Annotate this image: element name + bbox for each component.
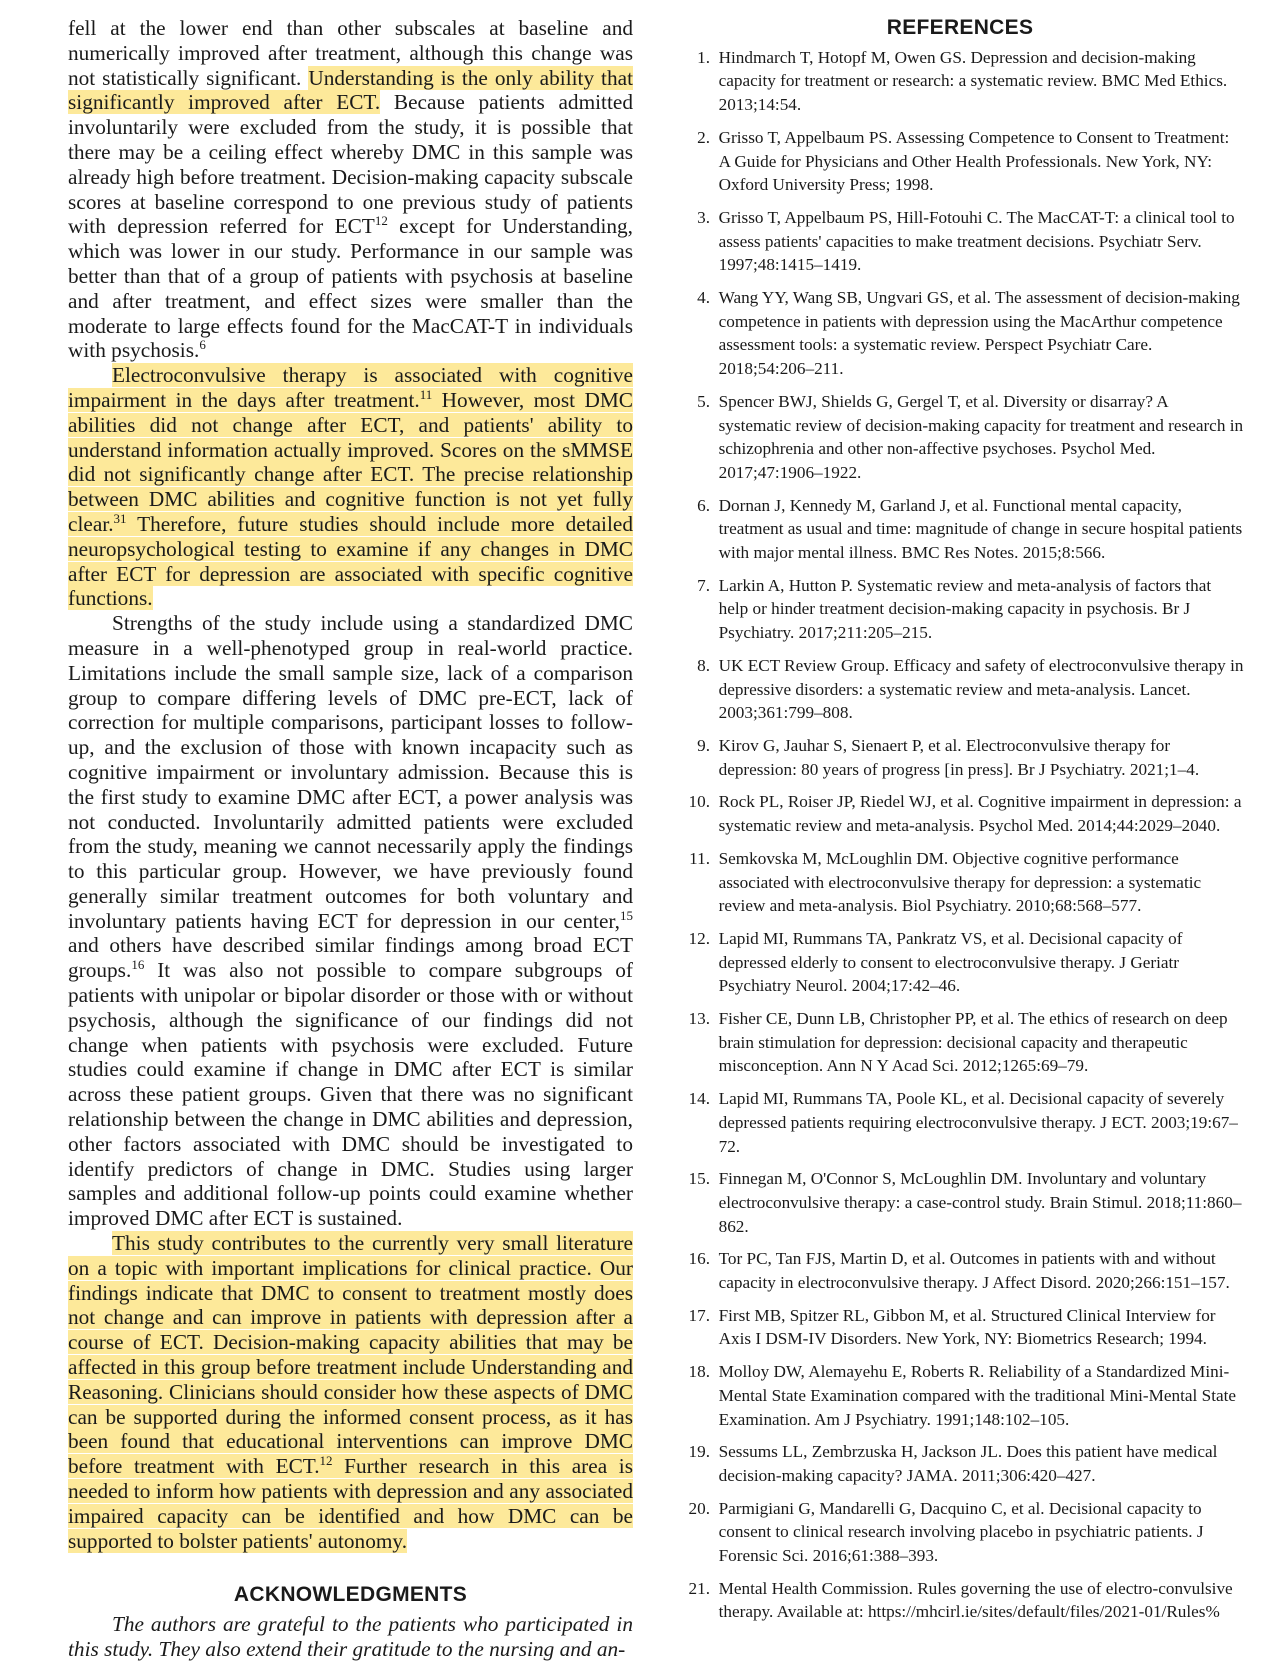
references-column xyxy=(676,16,1244,1633)
reference-text: Grisso T, Appelbaum PS. Assessing Competence to Consent to Treatment: A Guide for Physicians and Other Health Professionals. New York, NY: Oxford University Press; 1998. xyxy=(718,127,1230,195)
reference-item xyxy=(676,1247,1244,1294)
reference-item xyxy=(676,574,1244,645)
reference-item xyxy=(676,790,1244,837)
reference-number: 13. xyxy=(688,1009,710,1029)
highlight xyxy=(68,1231,633,1553)
reference-number: 8. xyxy=(697,655,710,675)
reference-item xyxy=(676,1087,1244,1158)
reference-text: Parmigiani G, Mandarelli G, Dacquino C, et al. Decisional capacity to consent to clinical research involving placebo in psychiatric patients. J Forensic Sci. 2016;61:388–393. xyxy=(718,1498,1204,1566)
reference-text: Tor PC, Tan FJS, Martin D, et al. Outcomes in patients with and without capacity in electroconvulsive therapy. J Affect Disord. 2020;266:151–157. xyxy=(718,1249,1230,1293)
reference-item xyxy=(676,654,1244,725)
reference-text: Fisher CE, Dunn LB, Christopher PP, et al. The ethics of research on deep brain stimulation for depression: decisional capacity and therapeutic misconception. Ann N Y Acad Sci. 2012;1265:69–79. xyxy=(718,1009,1228,1076)
reference-number: 6. xyxy=(697,495,710,515)
reference-item xyxy=(676,1440,1244,1487)
reference-item xyxy=(676,1304,1244,1351)
reference-number: 9. xyxy=(697,735,710,755)
paragraph-1 xyxy=(68,16,633,363)
reference-text: Finnegan M, O'Connor S, McLoughlin DM. Involuntary and voluntary electroconvulsive therapy: a case-control study. Brain Stimul. 2018;11:860–862. xyxy=(718,1169,1242,1236)
p1-text: except for Understanding, which was lower in our study. Performance in our sample was better than that of a group of patients with psychosis at baseline and after treatment, and effect sizes were smaller than the moderate to large effects found for the MacCAT-T in individuals with psychosis. xyxy=(68,214,633,363)
reference-item xyxy=(676,206,1244,277)
reference-item xyxy=(676,927,1244,998)
p2-text: Electroconvulsive therapy is associated with cognitive impairment in the days after treatment. xyxy=(68,363,633,412)
acknowledgments-heading: ACKNOWLEDGMENTS xyxy=(233,1583,468,1607)
body-text-column xyxy=(68,16,633,1662)
p4-text: Further research in this area is needed to inform how patients with depression and any associated impaired capacity can be identified and how DMC can be supported to bolster patients' autonomy. xyxy=(68,1454,633,1553)
reference-text: Lapid MI, Rummans TA, Poole KL, et al. Decisional capacity of severely depressed patients requiring electroconvulsive therapy. J ECT. 2003;19:67–72. xyxy=(718,1089,1238,1156)
reference-text: UK ECT Review Group. Efficacy and safety of electroconvulsive therapy in depressive disorders: a systematic review and meta-analysis. Lancet. 2003;361:799–808. xyxy=(718,655,1244,723)
reference-item xyxy=(676,286,1244,381)
reference-text: Kirov G, Jauhar S, Sienaert P, et al. Electroconvulsive therapy for depression: 80 years of progress [in press]. Br J Psychiatry. 2021;1–4. xyxy=(718,735,1200,779)
paragraph-4 xyxy=(68,1231,633,1553)
reference-item xyxy=(676,126,1244,197)
reference-list xyxy=(676,46,1244,1624)
reference-number: 19. xyxy=(688,1442,710,1462)
highlight xyxy=(68,363,633,610)
reference-text: Semkovska M, McLoughlin DM. Objective cognitive performance associated with electroconvulsive therapy for depression: a systematic review and meta-analysis. Biol Psychiatry. 2010;68:568–577. xyxy=(718,848,1202,916)
reference-number: 10. xyxy=(688,792,710,812)
reference-number: 4. xyxy=(697,288,710,308)
p2-text: Therefore, future studies should include more detailed neuropsychological testing to examine if any changes in DMC after ECT for depression are associated with specific cognitive functions. xyxy=(68,511,633,611)
p1-text: Because patients admitted involuntarily were excluded from the study, it is possible that there may be a ceiling effect whereby DMC in this sample was already high before treatment. Decision-making capacity subscale scores at baseline correspond to one previous study of patients with depression referred for ECT xyxy=(68,90,633,239)
p3-text: and others have described similar findings among broad ECT groups. xyxy=(68,933,633,983)
reference-text: Hindmarch T, Hotopf M, Owen GS. Depression and decision-making capacity for treatment or research: a systematic review. BMC Med Ethics. 2013;14:54. xyxy=(718,47,1228,115)
reference-text: Mental Health Commission. Rules governing the use of electro-convulsive therapy. Available at: https://mhcirl.ie/sites/default/files/2021-01/Rules% xyxy=(718,1578,1233,1622)
reference-item xyxy=(676,46,1244,117)
reference-number: 16. xyxy=(688,1249,710,1269)
citation-superscript: 6 xyxy=(199,337,206,353)
reference-number: 5. xyxy=(697,391,710,411)
acknowledgments-text: The authors are grateful to the patients who participated in this study. They also extend their gratitude to the nursing and an- xyxy=(68,1612,633,1661)
reference-number: 17. xyxy=(688,1305,710,1325)
reference-item xyxy=(676,847,1244,918)
reference-number: 7. xyxy=(697,575,710,595)
reference-number: 14. xyxy=(688,1089,710,1109)
reference-text: Spencer BWJ, Shields G, Gergel T, et al. Diversity or disarray? A systematic review of decision-making capacity for treatment and research in schizophrenia and other non-affective psychoses. Psychol Med. 2017;47:1906–1922. xyxy=(718,391,1244,482)
reference-number: 18. xyxy=(688,1362,710,1382)
reference-text: Larkin A, Hutton P. Systematic review and meta-analysis of factors that help or hinder treatment decision-making capacity in psychosis. Br J Psychiatry. 2017;211:205–215. xyxy=(718,575,1212,643)
reference-text: Sessums LL, Zembrzuska H, Jackson JL. Does this patient have medical decision-making capacity? JAMA. 2011;306:420–427. xyxy=(718,1442,1218,1485)
reference-item xyxy=(676,390,1244,485)
reference-text: Dornan J, Kennedy M, Garland J, et al. Functional mental capacity, treatment as usual and time: magnitude of change in secure hospital patients with major mental illness. BMC Res Notes. 2015;8:566. xyxy=(718,495,1243,563)
reference-number: 3. xyxy=(697,207,710,227)
citation-superscript: 16 xyxy=(131,957,145,973)
reference-text: Lapid MI, Rummans TA, Pankratz VS, et al. Decisional capacity of depressed elderly to consent to electroconvulsive therapy. J Geriatr Psychiatry Neurol. 2004;17:42–46. xyxy=(718,928,1183,996)
reference-item xyxy=(676,494,1244,565)
p1-text: fell at the lower end than other subscales at baseline and numerically improved after treatment, although this change was not statistically significant. xyxy=(68,16,633,90)
reference-number: 11. xyxy=(689,848,710,868)
paragraph-2 xyxy=(68,363,633,611)
reference-text: Molloy DW, Alemayehu E, Roberts R. Reliability of a Standardized Mini-Mental State Examination compared with the traditional Mini-Mental State Examination. Am J Psychiatry. 1991;148:102–105. xyxy=(718,1362,1236,1429)
citation-superscript: 11 xyxy=(419,386,433,402)
reference-text: First MB, Spitzer RL, Gibbon M, et al. Structured Clinical Interview for Axis I DSM-IV Disorders. New York, NY: Biometrics Research; 1994. xyxy=(718,1305,1216,1349)
reference-item xyxy=(676,1360,1244,1431)
reference-number: 15. xyxy=(688,1169,710,1189)
highlight: Understanding is the only ability that significantly improved after ECT. xyxy=(68,65,633,115)
reference-number: 2. xyxy=(697,127,710,147)
paragraph-3 xyxy=(68,611,633,1231)
reference-text: Rock PL, Roiser JP, Riedel WJ, et al. Cognitive impairment in depression: a systematic review and meta-analysis. Psychol Med. 2014;44:2029–2040. xyxy=(718,792,1242,836)
reference-item xyxy=(676,1007,1244,1078)
citation-superscript: 12 xyxy=(319,1453,333,1469)
reference-number: 1. xyxy=(697,47,710,67)
reference-item xyxy=(676,1167,1244,1238)
reference-text: Wang YY, Wang SB, Ungvari GS, et al. The assessment of decision-making competence in patients with depression using the MacArthur competence assessment tools: a systematic review. Perspect Psychiatr Care. 2018;54:206–211. xyxy=(718,288,1240,379)
reference-item xyxy=(676,1497,1244,1568)
p4-text: This study contributes to the currently very small literature on a topic with important implications for clinical practice. Our findings indicate that DMC to consent to treatment mostly does not change and can improve in patients with depression after a course of ECT. Decision-making capacity abilities that may be affected in this group before treatment include Understanding and Reasoning. Clinicians should consider how these aspects of DMC can be supported during the informed consent process, as it has been found that educational interventions can improve DMC before treatment with ECT. xyxy=(68,1231,633,1479)
p3-text: Strengths of the study include using a standardized DMC measure in a well-phenotyped group in real-world practice. Limitations include the small sample size, lack of a comparison group to compare differing levels of DMC pre-ECT, lack of correction for multiple comparisons, participant losses to follow-up, and the exclusion of those with known incapacity such as cognitive impairment or involuntary admission. Because this is the first study to examine DMC after ECT, a power analysis was not conducted. Involuntarily admitted patients were excluded from the study, meaning we cannot necessarily apply the findings to this particular group. However, we have previously found generally similar treatment outcomes for both voluntary and involuntary patients having ECT for depression in our center, xyxy=(68,611,633,933)
citation-superscript: 12 xyxy=(374,213,388,229)
reference-number: 21. xyxy=(688,1578,710,1598)
citation-superscript: 31 xyxy=(113,510,127,526)
p2-text: However, most DMC abilities did not change after ECT, and patients' ability to understand information actually improved. Scores on the sMMSE did not significantly change after ECT. The precise relationship between DMC abilities and cognitive function is not yet fully clear. xyxy=(68,387,633,536)
reference-number: 20. xyxy=(688,1498,710,1518)
reference-item xyxy=(676,734,1244,781)
citation-superscript: 15 xyxy=(620,907,633,923)
p3-text: It was also not possible to compare subgroups of patients with unipolar or bipolar disorder or those with or without psychosis, although the significance of our findings did not change when patients with psychosis were excluded. Future studies could examine if change in DMC after ECT is similar across these patient groups. Given that there was no significant relationship between the change in DMC abilities and depression, other factors associated with DMC should be investigated to identify predictors of change in DMC. Studies using larger samples and additional follow-up points could examine whether improved DMC after ECT is sustained. xyxy=(68,958,633,1231)
reference-item xyxy=(676,1577,1244,1624)
reference-text: Grisso T, Appelbaum PS, Hill-Fotouhi C. The MacCAT-T: a clinical tool to assess patients' capacities to make treatment decisions. Psychiatr Serv. 1997;48:1415–1419. xyxy=(718,207,1235,275)
reference-number: 12. xyxy=(688,928,710,948)
references-heading: REFERENCES xyxy=(886,16,1034,39)
